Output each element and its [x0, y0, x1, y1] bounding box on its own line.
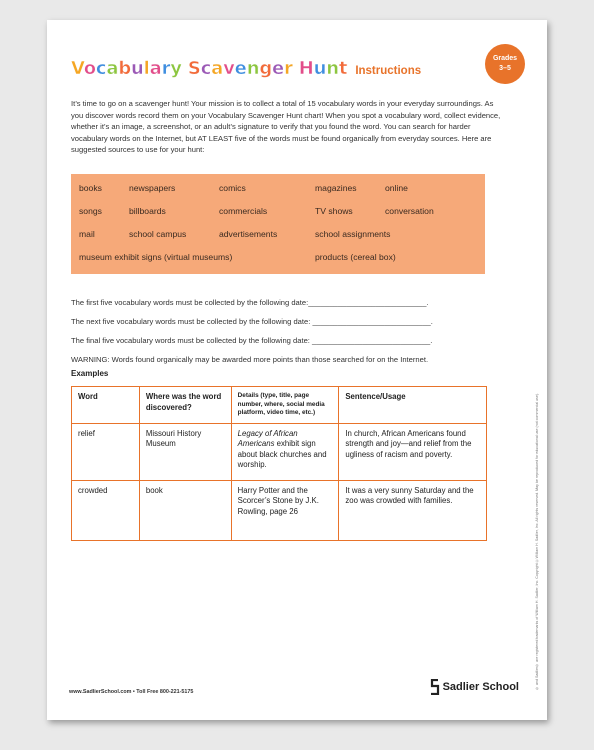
worksheet-title: Vocabulary Scavenger Hunt: [71, 58, 348, 79]
source-item: museum exhibit signs (virtual museums): [79, 252, 233, 262]
logo-text: Sadlier School: [442, 681, 519, 693]
sources-box: [71, 174, 485, 274]
column-header: Details (type, title, page number, where, social media platform, video time, etc.): [231, 387, 339, 424]
grade-badge-range: 3–5: [499, 65, 511, 72]
examples-table: [71, 386, 487, 541]
warning-text: WARNING: Words found organically may be awarded more points than those searched for on the Internet.: [71, 355, 429, 364]
where-cell: Missouri History Museum: [139, 423, 231, 480]
sadlier-logo: [430, 679, 519, 695]
source-item: commercials: [219, 206, 268, 216]
column-header: Where was the word discovered?: [139, 387, 231, 424]
table-row: [72, 423, 487, 480]
worksheet-page: [47, 20, 547, 720]
source-item: products (cereal box): [315, 252, 396, 262]
details-title: Legacy of African Americans: [237, 428, 298, 449]
examples-heading: Examples: [71, 369, 109, 378]
footer-contact: www.SadlierSchool.com • Toll Free 800-221-5175: [69, 689, 194, 695]
table-header-row: [72, 387, 487, 424]
sentence-cell: It was a very sunny Saturday and the zoo was crowded with families.: [339, 480, 487, 540]
date-line-final: The final five vocabulary words must be collected by the following date: ____________________________.: [71, 336, 433, 345]
source-item: newspapers: [129, 183, 176, 193]
source-item: conversation: [385, 206, 434, 216]
intro-paragraph: It’s time to go on a scavenger hunt! Your mission is to collect a total of 15 vocabulary words in your everyday surroundings. As you discover words record them on your Vocabulary Scavenger Hunt chart! When you spot a vocabulary word, collect evidence, whether it’s an image, a screenshot, or an adult’s signature to verify that you found the word. You can search for harder vocabulary words on the Internet, but AT LEAST five of the words must be found organically from everyday sources. Here are suggested sources to use for your hunt:: [71, 99, 501, 155]
sentence-cell: In church, African Americans found strength and joy—and relief from the ugliness of racism and poverty.: [339, 423, 487, 480]
source-item: comics: [219, 183, 246, 193]
grade-badge: [485, 44, 525, 84]
details-text: Harry Potter and the Scorcer’s Stone by J.K. Rowling, page 26: [237, 485, 319, 516]
details-text: exhibit sign about black churches and worship.: [237, 439, 327, 470]
title-row: [71, 58, 421, 79]
source-item: books: [79, 183, 102, 193]
source-item: songs: [79, 206, 102, 216]
source-item: advertisements: [219, 229, 278, 239]
where-cell: book: [139, 480, 231, 540]
grade-badge-label: Grades: [492, 55, 518, 62]
source-item: billboards: [129, 206, 166, 216]
source-item: TV shows: [315, 206, 353, 216]
sadlier-logo-icon: [430, 679, 440, 695]
source-item: online: [385, 183, 408, 193]
source-item: school assignments: [315, 229, 391, 239]
details-cell: [231, 480, 339, 540]
source-item: school campus: [129, 229, 187, 239]
source-item: magazines: [315, 183, 357, 193]
column-header: Word: [72, 387, 140, 424]
details-cell: [231, 423, 339, 480]
date-line-next: The next five vocabulary words must be collected by the following date: ____________________________.: [71, 317, 433, 326]
table-row: [72, 480, 487, 540]
word-cell: crowded: [72, 480, 140, 540]
word-cell: relief: [72, 423, 140, 480]
copyright-note: ® and Sadlier® are registered trademarks of William H. Sadlier, Inc. Copyright ©William H. Sadlier, Inc. All rights reserved. May be reproduced for educational use (not commercial use).: [535, 392, 539, 690]
source-item: mail: [79, 229, 95, 239]
instructions-label: Instructions: [355, 65, 422, 77]
date-line-first: The first five vocabulary words must be collected by the following date:____________________________.: [71, 298, 429, 307]
column-header: Sentence/Usage: [339, 387, 487, 424]
